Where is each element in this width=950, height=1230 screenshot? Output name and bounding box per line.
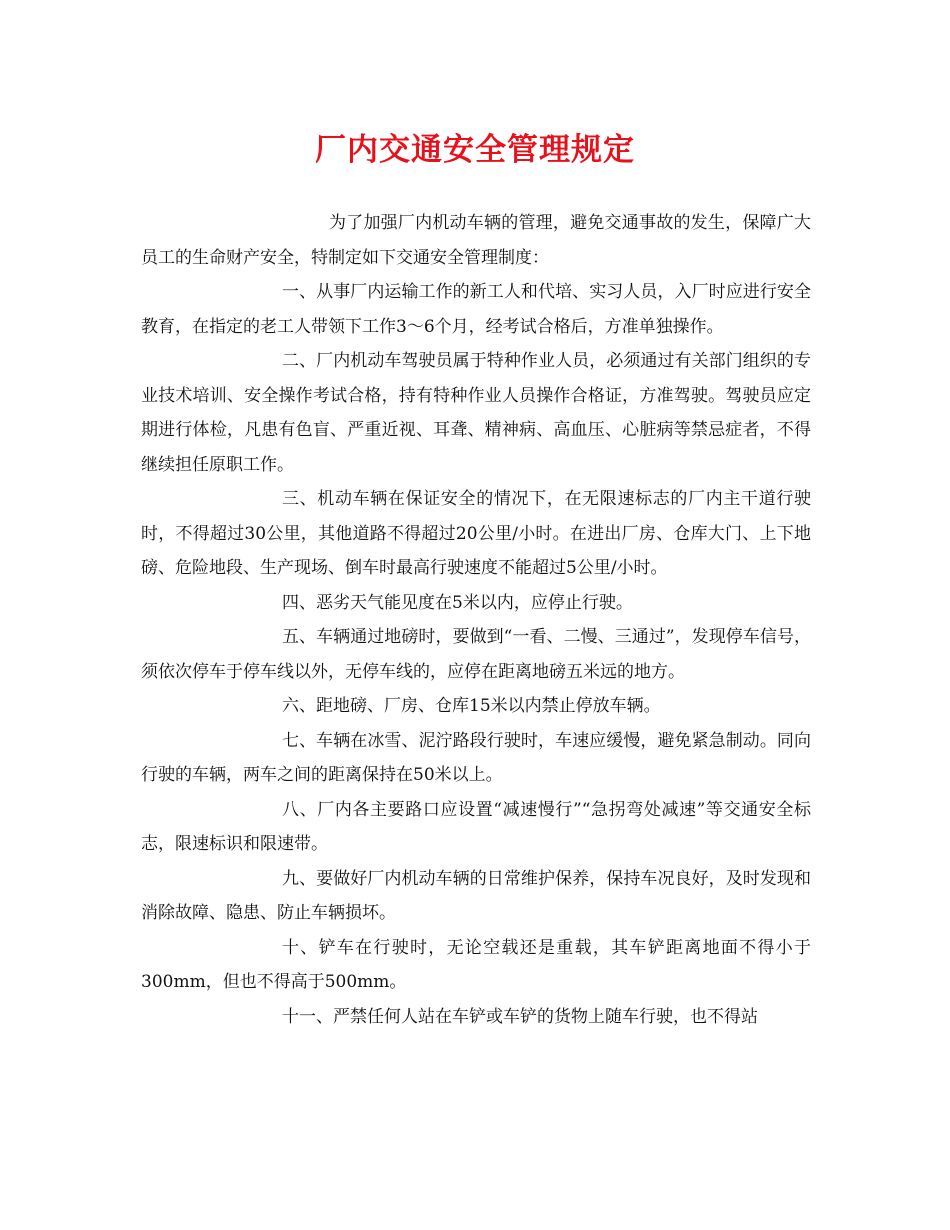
rule-paragraph-2: 二、厂内机动车驾驶员属于特种作业人员，必须通过有关部门组织的专业技术培训、安全操作考试合格，持有特种作业人员操作合格证，方准驾驶。驾驶员应定期进行体检，凡患有色盲、严重近视、耳聋、精神病、高血压、心脏病等禁忌症者，不得继续担任原职工作。 [141,351,811,475]
document-body [141,206,811,1034]
rule-paragraph-9: 九、要做好厂内机动车辆的日常维护保养，保持车况良好，及时发现和消除故障、隐患、防止车辆损坏。 [141,868,811,923]
rule-paragraph-5: 五、车辆通过地磅时，要做到“一看、二慢、三通过”，发现停车信号，须依次停车于停车线以外，无停车线的，应停在距离地磅五米远的地方。 [141,627,811,682]
document-title: 厂内交通安全管理规定 [315,132,635,168]
rule-paragraph-8: 八、厂内各主要路口应设置“减速慢行”“急拐弯处减速”等交通安全标志，限速标识和限速带。 [141,799,811,854]
rule-paragraph-1: 一、从事厂内运输工作的新工人和代培、实习人员，入厂时应进行安全教育，在指定的老工人带领下工作3～6个月，经考试合格后，方准单独操作。 [141,282,811,337]
rule-paragraph-10: 十、铲车在行驶时，无论空载还是重载，其车铲距离地面不得小于300mm，但也不得高于500mm。 [141,937,811,992]
intro-paragraph: 为了加强厂内机动车辆的管理，避免交通事故的发生，保障广大员工的生命财产安全，特制定如下交通安全管理制度： [141,213,811,268]
rule-paragraph-6: 六、距地磅、厂房、仓库15米以内禁止停放车辆。 [282,696,661,716]
rule-paragraph-7: 七、车辆在冰雪、泥泞路段行驶时，车速应缓慢，避免紧急制动。同向行驶的车辆，两车之间的距离保持在50米以上。 [141,730,811,785]
rule-paragraph-3: 三、机动车辆在保证安全的情况下，在无限速标志的厂内主干道行驶时，不得超过30公里，其他道路不得超过20公里/小时。在进出厂房、仓库大门、上下地磅、危险地段、生产现场、倒车时最高行驶速度不能超过5公里/小时。 [141,489,811,578]
rule-paragraph-4: 四、恶劣天气能见度在5米以内，应停止行驶。 [282,592,633,613]
rule-paragraph-11: 十一、严禁任何人站在车铲或车铲的货物上随车行驶，也不得站 [282,1006,758,1027]
